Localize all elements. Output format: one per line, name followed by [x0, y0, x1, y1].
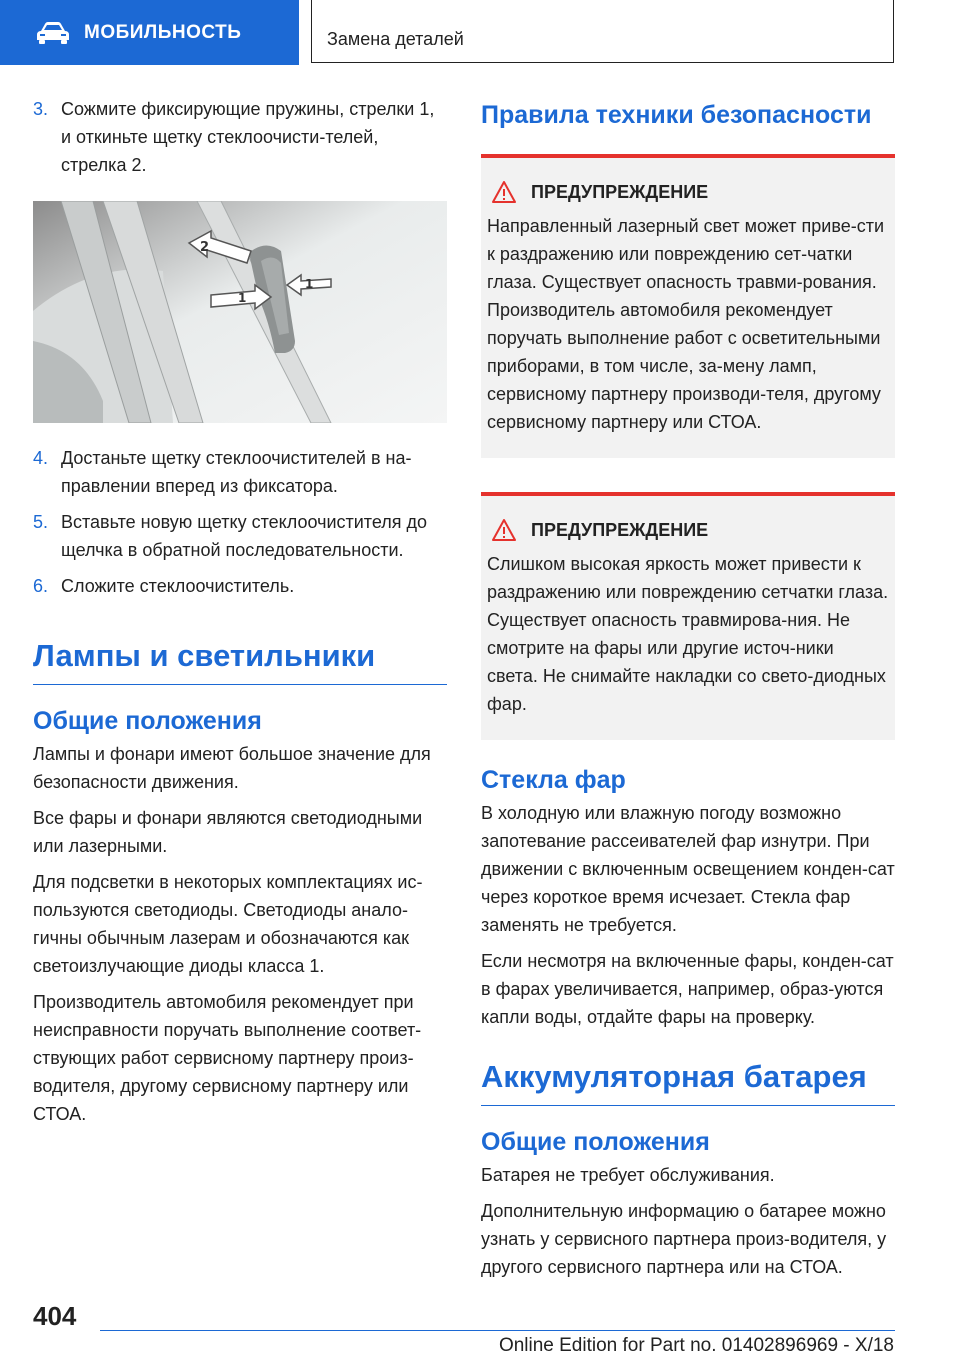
warning-triangle-icon: [491, 180, 517, 204]
heading-headlight-glass: Стекла фар: [481, 766, 626, 794]
paragraph: Если несмотря на включенные фары, конден-сат в фарах увеличивается, например, образ-уются капли воды, отдайте фары на проверку.: [481, 951, 894, 1027]
category-label: МОБИЛЬНОСТЬ: [84, 21, 242, 43]
heading-battery: Аккумуляторная батарея: [481, 1059, 895, 1106]
warning-title: ПРЕДУПРЕЖДЕНИЕ: [531, 519, 709, 540]
warning-box: [481, 492, 895, 740]
paragraph: В холодную или влажную погоду возможно запотевание рассеивателей фар изнутри. При движении с включенным освещением конден-сат через короткое время исчезает. Стекла фар заменять не требуется.: [481, 803, 895, 935]
step-5: [33, 508, 447, 564]
right-column: [481, 95, 895, 1289]
heading-safety: Правила техники безопасности: [481, 101, 872, 129]
arrow-label: 1: [238, 291, 247, 305]
paragraph: Производитель автомобиля рекомендует при неисправности поручать выполнение соответ-ствующих работ сервисному партнеру произ-водителя, другому сервисному партнеру или СТОА.: [33, 992, 422, 1124]
step-4: [33, 444, 447, 500]
step-number: 6.: [33, 576, 49, 596]
paragraph: Дополнительную информацию о батарее можно узнать у сервисного партнера произ-водителя, у другого сервисного партнера или на СТОА.: [481, 1201, 887, 1277]
warning-box: [481, 154, 895, 458]
step-text: Сожмите фиксирующие пружины, стрелки 1, и откиньте щетку стеклоочисти-телей, стрелка 2.: [61, 99, 435, 175]
step-text: Достаньте щетку стеклоочистителей в на-правлении вперед из фиксатора.: [61, 448, 412, 496]
warning-triangle-icon: [491, 518, 517, 542]
warning-header: [487, 518, 889, 542]
subheading-general: Общие положения: [33, 707, 262, 735]
step-3: [33, 95, 447, 179]
heading-lamps: Лампы и светильники: [33, 638, 447, 685]
paragraph: Все фары и фонари являются светодиодными или лазерными.: [33, 808, 423, 856]
car-icon: [36, 21, 70, 45]
warning-title: ПРЕДУПРЕЖДЕНИЕ: [531, 181, 709, 202]
page-number: 404: [33, 1301, 77, 1331]
edition-note: Online Edition for Part no. 01402896969 - X/18: [498, 1335, 894, 1356]
step-number: 3.: [33, 99, 49, 119]
left-column: [33, 95, 447, 1136]
paragraph: Батарея не требует обслуживания.: [481, 1165, 775, 1185]
arrow-label: 1: [305, 277, 314, 291]
section-header: [311, 0, 894, 63]
step-number: 4.: [33, 448, 49, 468]
category-tab: [0, 0, 299, 65]
step-number: 5.: [33, 512, 49, 532]
warning-text: Слишком высокая яркость может привести к раздражению или повреждению сетчатки глаза. Существует опасность травмирова-ния. Не смотрите на фары или другие источ-ники света. Не снимайте накладки со свето-диодных фар.: [487, 554, 889, 714]
paragraph: Для подсветки в некоторых комплектациях ис-пользуются светодиоды. Светодиоды анало-гичны обычным лазерам и обозначаются как светоизлучающие диоды класса 1.: [33, 872, 423, 976]
step-text: Вставьте новую щетку стеклоочистителя до щелчка в обратной последовательности.: [61, 512, 428, 560]
subheading-general: Общие положения: [481, 1128, 710, 1156]
warning-header: [487, 180, 889, 204]
warning-text: Направленный лазерный свет может приве-сти к раздражению или повреждению сет-чатки глаза. Существует опасность травми-рования. Производитель автомобиля рекомендует поручать выполнение работ с осветительными приборами, в том числе, за-мену ламп, сервисному партнеру производи-теля, другому сервисному партнеру или СТОА.: [487, 216, 885, 432]
section-title: Замена деталей: [327, 29, 464, 49]
step-6: [33, 572, 447, 600]
wiper-blade-photo: [33, 201, 447, 423]
footer-rule: [100, 1330, 895, 1331]
arrow-label: 2: [200, 240, 210, 255]
step-text: Сложите стеклоочиститель.: [61, 576, 295, 596]
paragraph: Лампы и фонари имеют большое значение для безопасности движения.: [33, 744, 431, 792]
